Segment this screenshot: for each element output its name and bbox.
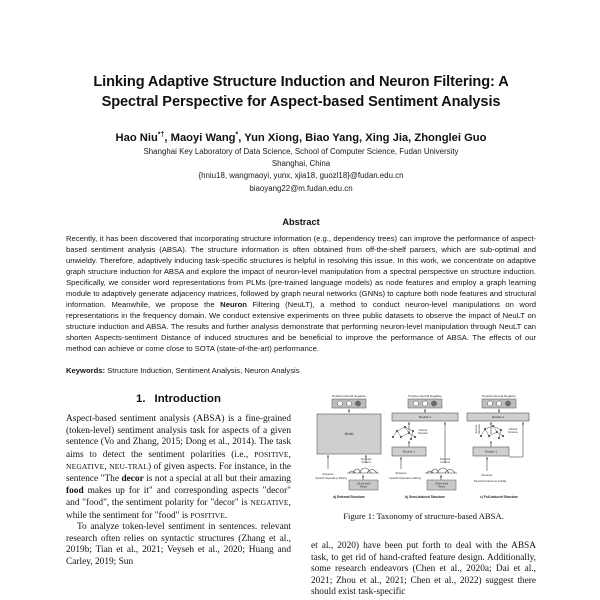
taxonomy-diagram — [311, 391, 536, 504]
intro-paragraph-2: To analyze token-level sentiment in sentences. relevant research often relies on syntactic structures (Zhang et al., 2019b; Tian et al., 2021; Veyseh et al., 2020; Huang and Carley, 2019; Sun — [66, 522, 291, 567]
intro-p1-b: ) of given aspects. For instance, in the sentence "The — [66, 462, 292, 484]
figure-1-image — [311, 391, 536, 504]
panel-c-top-label: Positive Neutral Negative — [482, 394, 516, 399]
smallcaps-positive: POSITIVE — [254, 449, 289, 459]
panel-a-source-label: Syntactic Dependency Parsing — [315, 478, 347, 481]
panel-b-module2-label: Module 2 — [418, 415, 432, 420]
page-title: Linking Adaptive Structure Induction and Neuron Filtering: A Spectral Perspective for Aspect-based Sentiment Analysis — [93, 74, 509, 110]
panel-a-parser-label: Off-the-shelf — [356, 482, 371, 486]
smallcaps-positive-2: POSITIVE — [190, 510, 225, 520]
smallcaps-negative-2: NEGATIVE — [250, 498, 289, 508]
panel-c-module1-label: Module 1 — [484, 449, 498, 454]
figure-1 — [311, 391, 536, 522]
author-list: Hao Niu*†, Maoyi Wang*, Yun Xiong, Biao Yang, Xing Jia, Zhonglei Guo — [115, 131, 487, 144]
affiliation-line-2: Shanghai, China — [271, 159, 331, 169]
figure-spacer — [311, 528, 536, 541]
intro-p1-e: , while the sentiment for "food" is — [66, 498, 291, 521]
section-title: Introduction — [154, 393, 221, 406]
svg-text:Structure: Structure — [418, 432, 428, 436]
panel-c-source-label: Structural Contents are Invisible — [473, 481, 507, 484]
intro-p1-f: . — [224, 510, 228, 521]
email-line-1: {hniu18, wangmaoyi, yunx, xjia18, guozl18}@fudan.edu.cn — [198, 171, 404, 181]
keywords-line — [66, 365, 536, 376]
panel-b-induced-label: Induced — [418, 429, 428, 433]
section-heading-introduction — [66, 393, 291, 405]
figure-1-caption: Figure 1: Taxonomy of structure-based ABSA. — [343, 511, 504, 522]
panel-c-sublabel: c) Full-induced Structure — [480, 495, 518, 500]
intro-p1-a: Aspect-based sentiment analysis (ABSA) is a fine-grained (token-level) sentiment analysis task for aspects of a given sentence (Vo and Zhang, 2015; Dong et al., 2014). The task aims to detect the sentiment polarities (i.e., — [66, 414, 291, 460]
keywords-label: Keywords: — [66, 366, 106, 376]
panel-b-top-label: Positive Neutral Negative — [408, 394, 442, 399]
bold-decor: decor — [121, 473, 144, 484]
panel-b-module1-label: Module 1 — [402, 449, 416, 454]
svg-text:Parser: Parser — [359, 485, 368, 489]
smallcaps-neutral: NEU-TRAL — [109, 462, 148, 472]
panel-a-sublabel: a) External Structure — [333, 495, 365, 500]
intro-p1-d: makes up for it" and corresponding aspects "decor" and "food", the sentiment polarity for "decor" is — [66, 485, 291, 509]
svg-text:Contents: Contents — [361, 461, 371, 465]
panel-b-sublabel: b) Semi-induced Structure — [405, 495, 445, 500]
panel-b-semi-induced-structure — [389, 394, 458, 499]
svg-text:Parser: Parser — [437, 485, 446, 489]
svg-text:Contents: Contents — [440, 461, 450, 465]
page-content — [66, 0, 536, 599]
abstract-text — [66, 233, 536, 354]
panel-b-parser-label: Off-the-shelf — [434, 482, 449, 486]
bold-food: food — [66, 485, 84, 496]
panel-b-source-label: Syntactic Dependency Parsing — [389, 478, 421, 481]
svg-text:Structure: Structure — [478, 424, 481, 435]
abstract-bold-term: Neuron — [220, 300, 247, 310]
panel-c-module2-label: Module 2 — [491, 415, 505, 420]
section-number: 1. — [136, 393, 146, 406]
panel-a-structure-label: Structural — [360, 458, 372, 462]
right-column — [311, 391, 536, 599]
panel-c-full-induced-structure — [467, 394, 529, 499]
smallcaps-negative: NEGATIVE — [66, 462, 105, 472]
panel-a-model-label: Model — [344, 432, 354, 437]
left-column — [66, 391, 291, 599]
panel-a-dependency-arcs — [349, 468, 377, 473]
abstract-heading: Abstract — [282, 217, 320, 228]
panel-b-dependency-arcs — [427, 468, 455, 473]
panel-c-induced-graph — [480, 425, 504, 439]
svg-text:Structure: Structure — [508, 431, 518, 435]
email-line-2: biaoyang22@m.fudan.edu.cn — [249, 183, 353, 193]
panel-b-induced-graph — [392, 426, 416, 440]
panel-a-top-label: Positive Neutral Negative — [332, 394, 366, 399]
panel-c-induced-label: Induced — [508, 428, 518, 432]
keywords-value: Structure Induction, Sentiment Analysis, Neuron Analysis — [107, 366, 300, 376]
right-column-paragraph-1: et al., 2020) have been put forth to deal with the ABSA task, to get rid of hand-crafted feature design. Additionally, some research endeavors (Chen et al., 2020a; Dai et al., 2021; Zhou et al., 2021; Chen et al., 2022) suggest there should exist task-specific — [311, 541, 536, 598]
body-columns — [66, 391, 536, 599]
abstract-text-part-1: Recently, it has been discovered that incorporating structure information (e.g., dependency trees) can improve the performance of aspect-based sentiment analysis (ABSA). The structure information is often obtained from off-the-shelf parsers, which are sub-optimal and unwieldy. Therefore, adaptively inducing task-specific structures is helpful in resolving this issue. In this work, we concentrate on adaptive graph structure induction for ABSA and explore the impact of neuron-level manipulation from a spectral perspective on structure induction. Specifically, we consider word representations from PLMs (pre-trained language models) as node features and employ a graph learning module to adaptively generate adjacency matrices, followed by graph neural networks (GNNs) to capture both node features and structural information. Meanwhile, we propose the — [66, 234, 536, 310]
panel-b-structure-label: Structural — [439, 458, 451, 462]
intro-paragraph-1: Aspect-based sentiment analysis (ABSA) is a fine-grained (token-level) sentiment analysis task for aspects of a given sentence (Vo and Zhang, 2015; Dong et al., 2014). The task aims to detect the sentiment polarities (i.e., POSITIVE, NEGATIVE, NEU-TRAL) of given aspects. For instance, in the sentence "The decor is not a special at all but their amazing food makes up for it" and corresponding aspects "decor" and "food", the sentiment polarity for "decor" is NEGATIVE, while the sentiment for "food" is POSITIVE. — [66, 414, 292, 521]
affiliation-line-1: Shanghai Key Laboratory of Data Science, School of Computer Science, Fudan University — [143, 147, 459, 156]
panel-a-sentence-label: Sentence — [322, 473, 334, 477]
panel-a-external-structure — [315, 394, 381, 499]
panel-c-sentence-label: Sentence — [481, 474, 493, 478]
intro-p1-c: is not a special at all but their amazing — [143, 473, 291, 484]
panel-b-sentence-label: Sentence — [395, 472, 407, 476]
abstract-text-part-2: Filtering (NeuLT), a method to conduct neuron-level manipulations on word representations in the frequency domain. We conduct extensive experiments on three public datasets to observe the impact of NeuLT on structure induction and ABSA. The results and further analysis demonstrate that performing neuron-level manipulation through NeuLT can shorten Aspects-sentiment Distance of induced structures and be beneficial to improve the performance of ABSA. The effects of our method can achieve or come close to SOTA (state-of-the-art) performance. — [66, 300, 536, 354]
panel-c-left-label: Induced — [475, 424, 478, 434]
